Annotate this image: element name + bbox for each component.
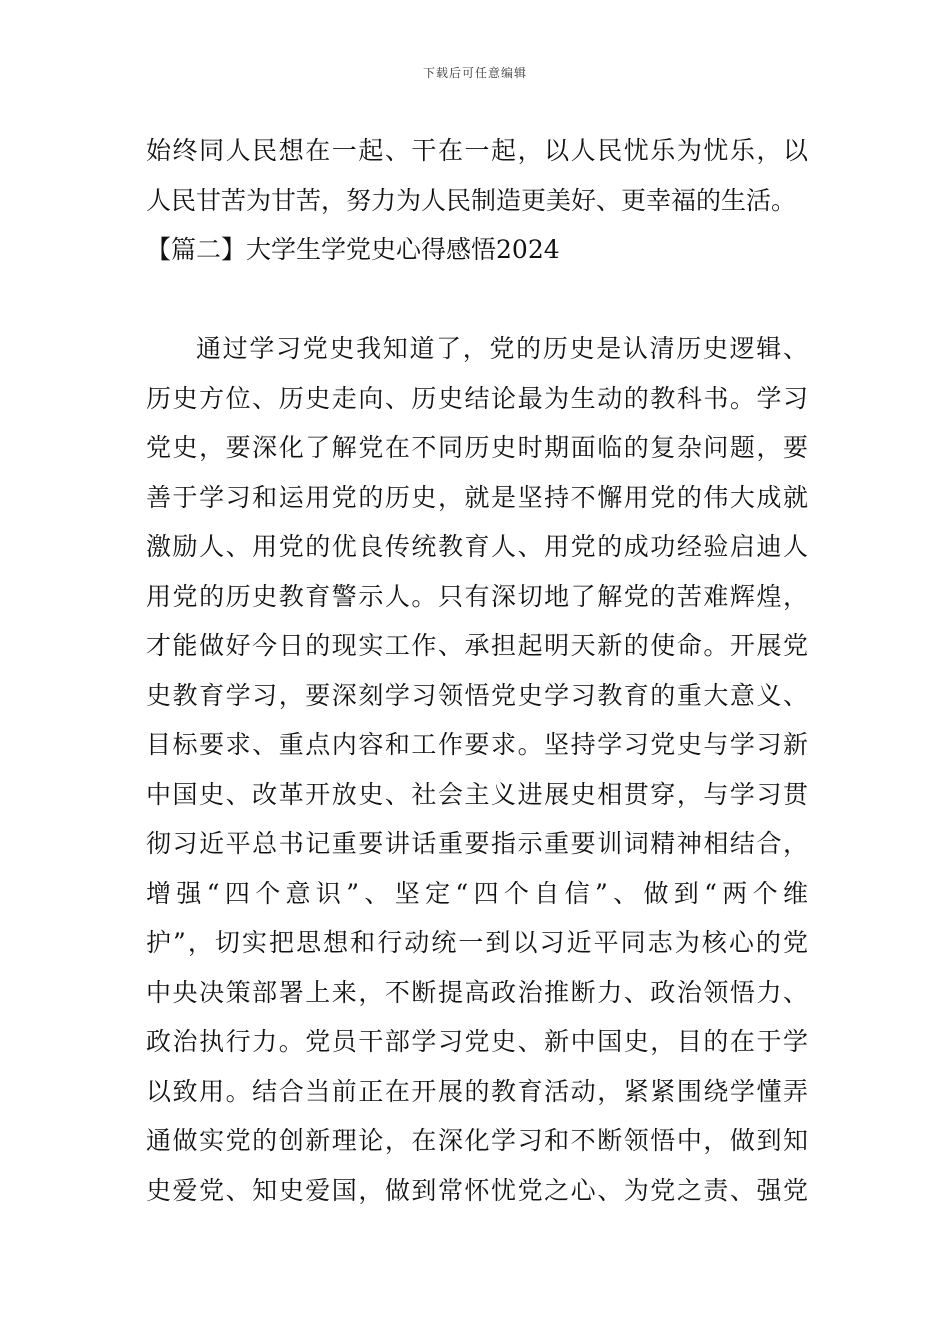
paragraph-line: 以致用。结合当前正在开展的教育活动，紧紧围绕学懂弄 [146,1076,808,1106]
paragraph-line: 党史，要深化了解党在不同历史时期面临的复杂问题，要 [146,433,808,462]
paragraph-line: 彻习近平总书记重要讲话重要指示重要训词精神相结合， [146,829,808,858]
paragraph-line: 目标要求、重点内容和工作要求。坚持学习党史与学习新 [146,730,808,759]
paragraph-line: 善于学习和运用党的历史，就是坚持不懈用党的伟大成就 [146,482,808,512]
page-header: 下载后可任意编辑 [422,66,527,80]
paragraph-line: 用党的历史教育警示人。只有深切地了解党的苦难辉煌， [146,581,808,611]
section-heading: 【篇二】大学生学党史心得感悟2024 [146,235,560,264]
paragraph-line: 中国史、改革开放史、社会主义进展史相贯穿，与学习贯 [146,779,808,809]
paragraph-line: 护”，切实把思想和行动统一到以习近平同志为核心的党 [146,928,808,957]
paragraph-line: 增强“四个意识”、坚定“四个自信”、做到“两个维 [146,878,808,908]
paragraph-line: 史爱党、知史爱国，做到常怀忧党之心、为党之责、强党 [146,1175,808,1205]
paragraph-line: 中央决策部署上来，不断提高政治推断力、政治领悟力、 [146,977,808,1007]
blank-line [146,275,808,325]
paragraph-line: 通做实党的创新理论，在深化学习和不断领悟中，做到知 [146,1126,808,1155]
paragraph-line: 史教育学习，要深刻学习领悟党史学习教育的重大意义、 [146,680,808,710]
paragraph-line: 历史方位、历史走向、历史结论最为生动的教科书。学习 [146,383,808,413]
paragraph-line: 政治执行力。党员干部学习党史、新中国史，目的在于学 [146,1027,808,1056]
paragraph-line: 才能做好今日的现实工作、承担起明天新的使命。开展党 [146,631,808,660]
document-body [146,126,808,1215]
paragraph-line: 人民甘苦为甘苦，努力为人民制造更美好、更幸福的生活。 [146,185,797,215]
paragraph-line: 通过学习党史我知道了，党的历史是认清历史逻辑、 [196,334,808,363]
paragraph-line: 始终同人民想在一起、干在一起，以人民忧乐为忧乐，以 [146,136,808,165]
paragraph-line: 激励人、用党的优良传统教育人、用党的成功经验启迪人 [146,532,808,561]
